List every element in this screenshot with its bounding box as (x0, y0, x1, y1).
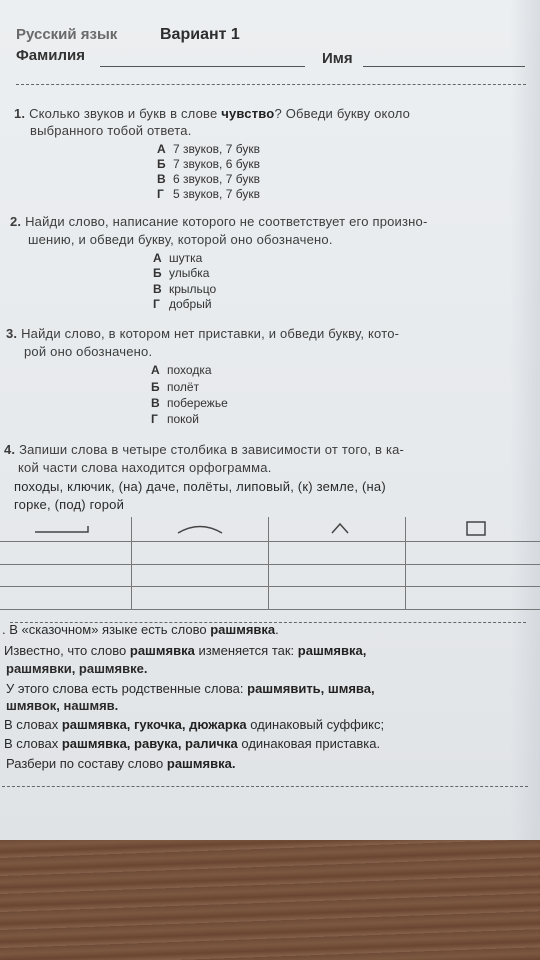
q3-option-a[interactable]: А походка (151, 363, 212, 377)
q2-option-a[interactable]: А шутка (153, 251, 203, 265)
q2-option-d[interactable]: Г добрый (153, 297, 212, 311)
q5-line7: В словах рашмявка, равука, раличка одинаковая приставка. (4, 736, 381, 751)
show-through-area (510, 0, 540, 840)
q4-text-line2: кой части слова находится орфограмма. (18, 460, 272, 475)
q1-option-b[interactable]: Б 7 звуков, 6 букв (157, 157, 260, 171)
q4-word-list-line2: горке, (под) горой (14, 497, 125, 512)
q3-number: 3. (6, 326, 18, 341)
q4-number: 4. (4, 442, 16, 457)
q3-text-line1: 3. Найди слово, в котором нет приставки, и обведи букву, кото- (6, 326, 400, 341)
q4-text-line1: 4. Запиши слова в четыре столбика в зависимости от того, в ка- (4, 442, 405, 457)
page-bottom-divider (2, 786, 528, 787)
q2-option-c[interactable]: В крыльцо (153, 282, 217, 296)
q1-text-line1 (14, 106, 410, 121)
wooden-desk-surface (0, 840, 540, 960)
q4-word-list-line1: походы, ключик, (на) даче, полёты, липовый, (к) земле, (на) (14, 479, 386, 494)
q3-option-d[interactable]: Г покой (151, 412, 199, 426)
suffix-symbol-icon (332, 524, 348, 533)
table-row-line (0, 609, 540, 610)
q5-line1: . В «сказочном» языке есть слово рашмявка. (2, 622, 279, 637)
q2-text-line1: 2. Найди слово, написание которого не соответствует его произно- (10, 214, 428, 229)
ending-box-icon (467, 522, 485, 535)
q1-keyword: чувство (221, 106, 275, 121)
q5-line3: рашмявки, рашмявке. (6, 661, 148, 676)
q5-line2: Известно, что слово рашмявка изменяется так: рашмявка, (4, 643, 367, 658)
q1-text-after: ? Обведи букву около (274, 106, 411, 121)
q3-option-b[interactable]: Б полёт (151, 380, 200, 394)
q5-line4: У этого слова есть родственные слова: рашмявить, шмява, (6, 681, 375, 696)
q3-text-line2: рой оно обозначено. (24, 344, 153, 359)
q1-option-d[interactable]: Г 5 звуков, 7 букв (157, 187, 260, 201)
q1-option-c[interactable]: В 6 звуков, 7 букв (157, 172, 260, 186)
table-row-line (0, 586, 540, 587)
q5-line6: В словах рашмявка, гукочка, дюжарка одинаковый суффикс; (4, 717, 385, 732)
surname-label: Фамилия (16, 47, 85, 64)
header-divider (16, 84, 526, 85)
ending-symbol-icon (35, 526, 88, 532)
q3-option-c[interactable]: В побережье (151, 396, 228, 410)
name-field-line[interactable] (363, 66, 525, 67)
q2-option-b[interactable]: Б улыбка (153, 266, 210, 280)
q5-line8: Разбери по составу слово рашмявка. (6, 756, 236, 771)
name-label: Имя (322, 50, 353, 67)
q2-text-line2: шению, и обведи букву, которой оно обозначено. (28, 232, 333, 247)
answer-table (0, 517, 540, 611)
q2-number: 2. (10, 214, 22, 229)
subject-title: Русский язык (16, 26, 118, 43)
q1-number: 1. (14, 106, 26, 121)
q5-line5: шмявок, нашмяв. (6, 698, 119, 713)
table-row-line (0, 564, 540, 565)
q1-text-before: Сколько звуков и букв в слове (29, 106, 218, 121)
surname-field-line[interactable] (100, 66, 305, 67)
q1-text-line2: выбранного тобой ответа. (30, 123, 192, 138)
root-symbol-icon (178, 527, 222, 534)
morpheme-symbols-row (0, 517, 540, 543)
variant-title: Вариант 1 (160, 26, 240, 43)
q1-option-a[interactable]: А 7 звуков, 7 букв (157, 142, 260, 156)
